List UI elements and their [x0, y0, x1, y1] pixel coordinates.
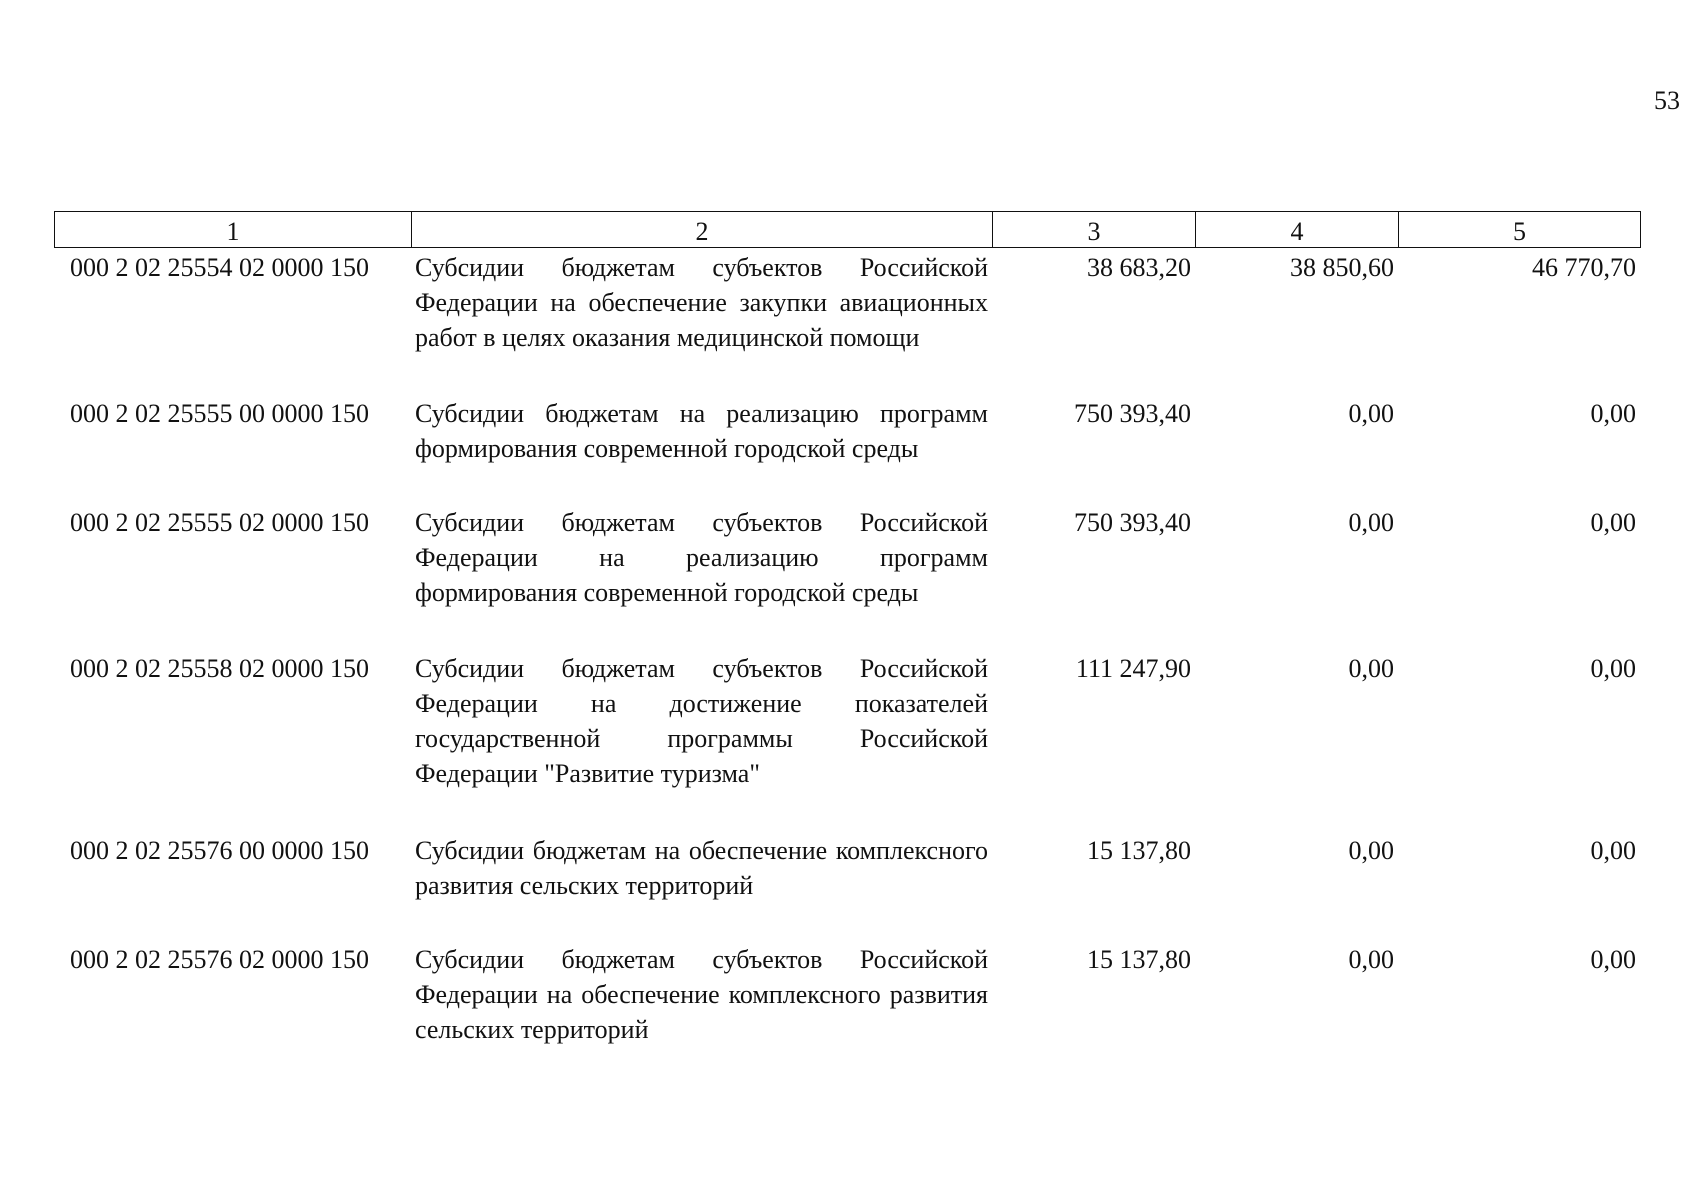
table-body [54, 250, 1640, 1052]
budget-code: 000 2 02 25555 02 0000 150 [70, 508, 369, 537]
amount-col-3: 38 683,20 [1087, 253, 1191, 282]
amount-col-4: 38 850,60 [1290, 253, 1394, 282]
page-number: 53 [1654, 86, 1680, 115]
budget-code: 000 2 02 25576 02 0000 150 [70, 945, 369, 974]
amount-col-4: 0,00 [1348, 654, 1394, 683]
income-name: Субсидии бюджетам субъектов Российской Федерации на достижение показателей государственной программы Российской Федерации "Развитие туризма" [415, 654, 988, 788]
table-row [54, 942, 1640, 1052]
table-row [54, 505, 1640, 651]
budget-code: 000 2 02 25554 02 0000 150 [70, 253, 369, 282]
amount-col-5: 0,00 [1590, 508, 1636, 537]
table-row [54, 651, 1640, 833]
table-row [54, 250, 1640, 396]
amount-col-5: 0,00 [1590, 654, 1636, 683]
income-name: Субсидии бюджетам на обеспечение комплексного развития сельских территорий [415, 836, 988, 900]
column-header-2: 2 [412, 212, 993, 248]
amount-col-4: 0,00 [1348, 399, 1394, 428]
amount-col-5: 0,00 [1590, 399, 1636, 428]
budget-code: 000 2 02 25555 00 0000 150 [70, 399, 369, 428]
income-name: Субсидии бюджетам субъектов Российской Федерации на реализацию программ формирования современной городской среды [415, 508, 988, 607]
amount-col-3: 750 393,40 [1074, 399, 1191, 428]
amount-col-3: 15 137,80 [1087, 836, 1191, 865]
budget-code: 000 2 02 25558 02 0000 150 [70, 654, 369, 683]
column-header-row [54, 211, 1641, 248]
amount-col-5: 0,00 [1590, 836, 1636, 865]
amount-col-5: 0,00 [1590, 945, 1636, 974]
table-row [54, 396, 1640, 505]
column-header-4: 4 [1196, 212, 1399, 248]
column-header-3: 3 [993, 212, 1196, 248]
amount-col-4: 0,00 [1348, 836, 1394, 865]
amount-col-5: 46 770,70 [1532, 253, 1636, 282]
column-header-5: 5 [1399, 212, 1641, 248]
amount-col-3: 750 393,40 [1074, 508, 1191, 537]
budget-code: 000 2 02 25576 00 0000 150 [70, 836, 369, 865]
income-name: Субсидии бюджетам субъектов Российской Федерации на обеспечение комплексного развития сельских территорий [415, 945, 988, 1044]
amount-col-4: 0,00 [1348, 945, 1394, 974]
income-name: Субсидии бюджетам субъектов Российской Федерации на обеспечение закупки авиационных работ в целях оказания медицинской помощи [415, 253, 988, 352]
amount-col-3: 111 247,90 [1075, 654, 1191, 683]
column-header-1: 1 [55, 212, 412, 248]
amount-col-4: 0,00 [1348, 508, 1394, 537]
amount-col-3: 15 137,80 [1087, 945, 1191, 974]
table-row [54, 833, 1640, 942]
income-name: Субсидии бюджетам на реализацию программ формирования современной городской среды [415, 399, 988, 463]
